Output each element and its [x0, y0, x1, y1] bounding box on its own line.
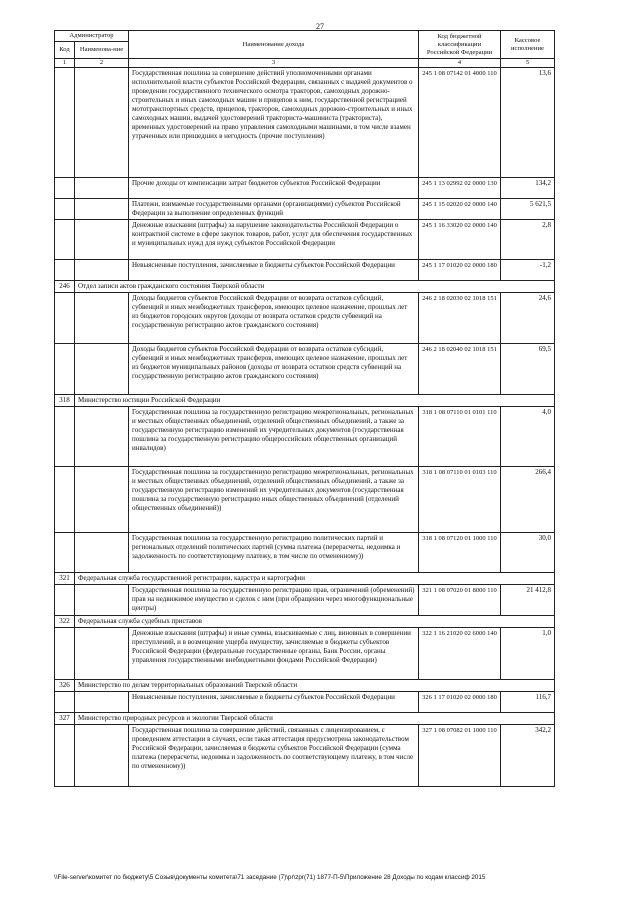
admin-name: Федеральная служба государственной регистрации, кадастра и картографии [75, 573, 555, 585]
cash-amount: 13,6 [501, 68, 555, 178]
income-name: Денежные взыскания (штрафы) и иные суммы, взыскиваемые с лиц, виновных в совершении преступлений, и в возмещение ущерба имуществу, зачисляемые в бюджеты субъектов Российской Федерации (федеральные государственные органы, Банк России, органы управления государственными внебюджетными фондами Российской Федерации) [129, 628, 419, 680]
column-number: 2 [75, 59, 129, 68]
admin-code-cell [55, 260, 75, 281]
column-number: 3 [129, 59, 419, 68]
admin-code-cell [55, 407, 75, 467]
admin-name-cell [75, 260, 129, 281]
cash-amount: -1,2 [501, 260, 555, 281]
cash-amount: 69,5 [501, 344, 555, 395]
income-name: Платежи, взимаемые государственными органами (организациями) субъектов Российской Федерации за выполнение определенных функций [129, 199, 419, 220]
budget-code: 318 1 08 07110 01 0101 110 [419, 407, 501, 467]
budget-code: 245 1 15 02020 02 0000 140 [419, 199, 501, 220]
table-row [55, 199, 555, 220]
table-row [55, 68, 555, 178]
admin-name-cell [75, 692, 129, 713]
table-group-row [55, 573, 555, 585]
admin-code-cell [55, 68, 75, 178]
admin-name-cell [75, 585, 129, 616]
admin-code-cell [55, 692, 75, 713]
admin-code-cell [55, 725, 75, 787]
column-number: 1 [55, 59, 75, 68]
cash-amount: 134,2 [501, 178, 555, 199]
admin-name-cell [75, 533, 129, 573]
cash-amount: 30,0 [501, 533, 555, 573]
cash-amount: 2,8 [501, 220, 555, 260]
admin-name-cell [75, 178, 129, 199]
table-row [55, 585, 555, 616]
table-row [55, 407, 555, 467]
budget-code: 322 1 16 21020 02 6000 140 [419, 628, 501, 680]
admin-name-cell [75, 628, 129, 680]
admin-code-cell [55, 220, 75, 260]
income-name: Государственная пошлина за государственную регистрацию политических партий и региональных отделений политических партий (сумма платежа (перерасчеты, недоимка и задолженность по соответствующему платежу, в том числе по отмененному)) [129, 533, 419, 573]
cash-amount: 116,7 [501, 692, 555, 713]
admin-name-cell [75, 344, 129, 395]
header-income-name: Наименование дохода [129, 31, 419, 59]
income-name: Государственная пошлина за государственную регистрацию межрегиональных, региональных и местных общественных объединений, отделений общественных объединений, а также за государственную регистрацию изменений их учредительных документов (государственная пошлина за государственную регистрацию общероссийских общественных организаций инвалидов) [129, 407, 419, 467]
table-row [55, 293, 555, 344]
header-cash-execution: Кассовое исполнение [501, 31, 555, 59]
budget-code: 326 1 17 01020 02 0000 180 [419, 692, 501, 713]
admin-code: 327 [55, 713, 75, 725]
header-admin-name: Наименова-ние [75, 42, 129, 59]
admin-code-cell [55, 178, 75, 199]
page-number: 27 [316, 22, 324, 31]
cash-amount: 1,0 [501, 628, 555, 680]
budget-code: 321 1 08 07020 01 8000 110 [419, 585, 501, 616]
cash-amount: 266,4 [501, 467, 555, 533]
admin-name-cell [75, 220, 129, 260]
admin-code-cell [55, 533, 75, 573]
admin-code-cell [55, 628, 75, 680]
column-numbers-row [55, 59, 555, 68]
footer-file-path: \\File-server\комитет по бюджету\5 Созыв\документы комитета\71 заседание (7)\pr\zpr(71) 1877-П-5\Приложение 28 Доходы по кодам классиф 2015 [54, 874, 486, 881]
admin-name: Министерство юстиции Российской Федерации [75, 395, 555, 407]
income-name: Государственная пошлина за государственную регистрацию прав, ограничений (обременений) прав на недвижимое имущество и сделок с ним (при обращении через многофункциональные центры) [129, 585, 419, 616]
header-administrator: Администратор [55, 31, 129, 42]
admin-name-cell [75, 467, 129, 533]
column-number: 4 [419, 59, 501, 68]
income-name: Государственная пошлина за совершение действий, связанных с лицензированием, с проведением аттестации в случаях, если такая аттестация предусмотрена законодательством Российской Федерации, зачисляемая в бюджеты субъектов Российской Федерации (сумма платежа (перерасчеты, недоимка и задолженность по соответствующему платежу, в том числе по отмененному)) [129, 725, 419, 787]
table-row [55, 467, 555, 533]
admin-code-cell [55, 344, 75, 395]
admin-name-cell [75, 725, 129, 787]
table-row [55, 220, 555, 260]
income-name: Прочие доходы от компенсации затрат бюджетов субъектов Российской Федерации [129, 178, 419, 199]
cash-amount: 21 412,8 [501, 585, 555, 616]
table-row [55, 725, 555, 787]
table-body [55, 68, 555, 787]
table-group-row [55, 395, 555, 407]
admin-code-cell [55, 467, 75, 533]
table-row [55, 178, 555, 199]
admin-code: 246 [55, 281, 75, 293]
income-name: Государственная пошлина за совершение действий уполномоченными органами исполнительной власти субъектов Российской Федерации, связанных с выдачей документов о проведении государственного технического осмотра тракторов, самоходных дорожно-строительных и иных самоходных машин и прицепов к ним, государственной регистрацией мототранспортных средств, прицепов, тракторов, самоходных дорожно-строительных и иных самоходных машин, выдачей удостоверений тракториста-машиниста (тракториста), временных удостоверений на право управления самоходными машинами, в том числе взамен утраченных или пришедших в негодность (прочие поступления) [129, 68, 419, 178]
cash-amount: 342,2 [501, 725, 555, 787]
income-name: Доходы бюджетов субъектов Российской Федерации от возврата остатков субсидий, субвенций и иных межбюджетных трансферов, имеющих целевое назначение, прошлых лет из бюджетов муниципальных районов (доходы от возврата остатков средств субвенций на государственную регистрацию актов гражданского состояния) [129, 344, 419, 395]
table-group-row [55, 713, 555, 725]
cash-amount: 24,6 [501, 293, 555, 344]
budget-code: 245 1 08 07142 01 4000 110 [419, 68, 501, 178]
table-group-row [55, 616, 555, 628]
admin-code: 318 [55, 395, 75, 407]
admin-name: Отдел записи актов гражданского состояния Тверской области [75, 281, 555, 293]
admin-code-cell [55, 293, 75, 344]
budget-code: 245 1 13 02992 02 0000 130 [419, 178, 501, 199]
budget-code: 246 2 18 02030 02 1018 151 [419, 293, 501, 344]
admin-name: Министерство по делам территориальных образований Тверской области [75, 680, 555, 692]
admin-name-cell [75, 68, 129, 178]
income-name: Государственная пошлина за государственную регистрацию межрегиональных, региональных и местных общественных объединений, отделений общественных объединений, а также за государственную регистрацию изменений их учредительных документов (государственная пошлина за государственную регистрацию иных общественных объединений (отделений общественных объединений)) [129, 467, 419, 533]
column-number: 5 [501, 59, 555, 68]
admin-name-cell [75, 407, 129, 467]
admin-name: Министерство природных ресурсов и экологии Тверской области [75, 713, 555, 725]
income-table [54, 30, 555, 787]
income-name: Невыясненные поступления, зачисляемые в бюджеты субъектов Российской Федерации [129, 692, 419, 713]
table-row [55, 628, 555, 680]
header-admin-code: Код [55, 42, 75, 59]
income-name: Невыясненные поступления, зачисляемые в бюджеты субъектов Российской Федерации [129, 260, 419, 281]
admin-code: 326 [55, 680, 75, 692]
table-row [55, 692, 555, 713]
budget-code: 246 2 18 02040 02 1018 151 [419, 344, 501, 395]
admin-name: Федеральная служба судебных приставов [75, 616, 555, 628]
table-group-row [55, 680, 555, 692]
table-row [55, 260, 555, 281]
cash-amount: 4,0 [501, 407, 555, 467]
admin-code: 322 [55, 616, 75, 628]
admin-code: 321 [55, 573, 75, 585]
admin-name-cell [75, 199, 129, 220]
admin-code-cell [55, 585, 75, 616]
header-bcc: Код бюджетной классификации Российской Федерации [419, 31, 501, 59]
cash-amount: 5 621,5 [501, 199, 555, 220]
table-row [55, 533, 555, 573]
admin-name-cell [75, 293, 129, 344]
budget-code: 245 1 17 01020 02 0000 180 [419, 260, 501, 281]
income-name: Доходы бюджетов субъектов Российской Федерации от возврата остатков субсидий, субвенций и иных межбюджетных трансферов, имеющих целевое назначение, прошлых лет из бюджетов городских округов (доходы от возврата остатков средств субвенций на государственную регистрацию актов гражданского состояния) [129, 293, 419, 344]
budget-code: 245 1 16 33020 02 0000 140 [419, 220, 501, 260]
budget-code: 318 1 08 07110 01 0103 110 [419, 467, 501, 533]
budget-code: 327 1 08 07082 01 1000 110 [419, 725, 501, 787]
table-group-row [55, 281, 555, 293]
admin-code-cell [55, 199, 75, 220]
budget-code: 318 1 08 07120 01 1000 110 [419, 533, 501, 573]
income-name: Денежные взыскания (штрафы) за нарушение законодательства Российской Федерации о контрактной системе в сфере закупок товаров, работ, услуг для обеспечения государственных и муниципальных нужд для нужд субъектов Российской Федерации [129, 220, 419, 260]
table-row [55, 344, 555, 395]
